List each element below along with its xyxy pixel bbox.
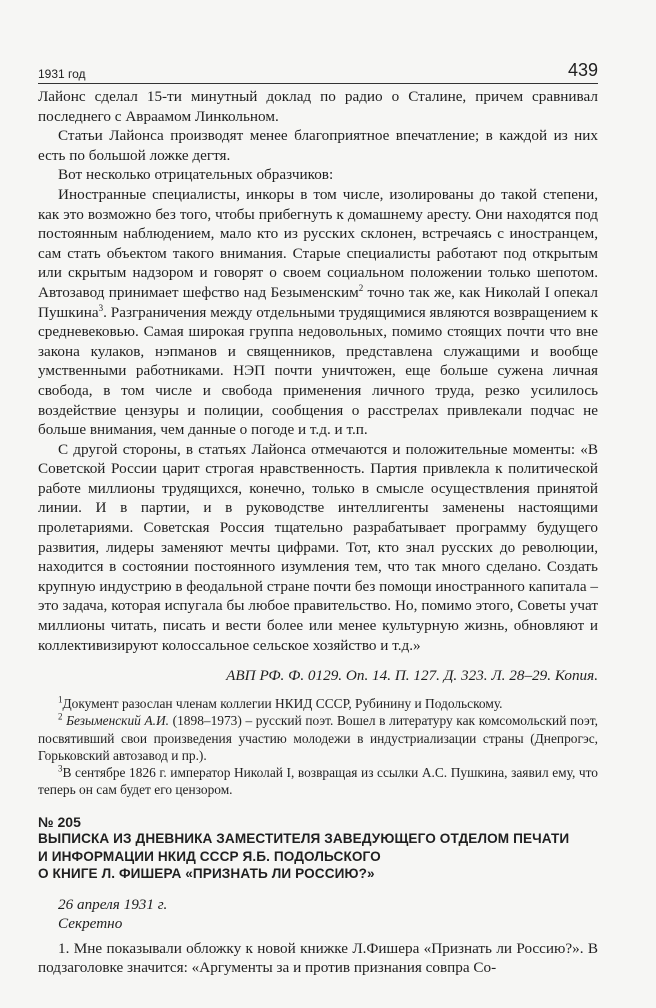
footnote-person-name: Безыменский А.И. [66, 713, 170, 729]
running-head [38, 60, 598, 84]
footnote-text: (1898–1973) – русский поэт. Вошел в литературу как комсомольский поэт, посвятивший свои произведения участию молодежи в индустриализации страны (Днепрогэс, Горьковский автозавод и пр.). [38, 713, 598, 763]
paragraph [38, 185, 598, 440]
footnote-text: Документ разослан членам коллегии НКИД СССР, Рубинину и Подольскому. [62, 696, 503, 712]
paragraph: 1. Мне показывали обложку к новой книжке Л.Фишера «Признать ли Россию?». В подзаголовке значится: «Аргументы за и против признания совпра Со- [38, 939, 598, 977]
footnote-ref: 2 [358, 282, 364, 293]
running-head-year: 1931 год [38, 67, 86, 81]
document-title-line: ВЫПИСКА ИЗ ДНЕВНИКА ЗАМЕСТИТЕЛЯ ЗАВЕДУЮЩЕГО ОТДЕЛОМ ПЕЧАТИ [38, 831, 570, 847]
footnote-mark: 1 [58, 694, 63, 705]
document-body [38, 939, 598, 978]
footnote-mark: 3 [58, 763, 63, 774]
main-text [38, 87, 598, 655]
paragraph: Лайонс сделал 15-ти минутный доклад по радио о Сталине, причем сравнивал последнего с Авраамом Линкольном. [38, 88, 598, 125]
page [38, 60, 598, 978]
document-meta [58, 895, 598, 933]
paragraph-part: точно так же, как Николай I опекал Пушкина [38, 283, 598, 321]
paragraph: С другой стороны, в статьях Лайонса отмечаются и положительные моменты: «В Советской России царит строгая нравственность. Партия привлекла к политической работе миллионы трудящихся, конечно, только в смысле осуществления принятой линии. И в партии, и в руководстве интеллигенты заменены настоящими пролетариями. Советская Россия тщательно разрабатывает программу будущего развития, лидеры заменяют мечты цифрами. Тот, кто знал русских до революции, находится в состоянии постоянного изумления тем, что так много сделано. Создать крупную индустрию в феодальной стране почти без помощи иностранного капитала – это задача, которая испугала бы любое правительство. Но, помимо этого, Советы учат миллионы читать, писать и вести более или менее культурную жизнь, обновляют и коллективизируют колоссальное сельское хозяйство и т.д.» [38, 440, 598, 654]
document-title [38, 830, 598, 882]
paragraph: Статьи Лайонса производят менее благоприятное впечатление; в каждой из них есть по большой ложке дегтя. [38, 127, 598, 164]
paragraph-part: Иностранные специалисты, инкоры в том числе, изолированы до такой степени, как это возможно без того, чтобы прибегнуть к домашнему аресту. Они находятся под постоянным наблюдением, мало кто из русских склонен, встречаясь с иностранцем, сам стать объектом такого внимания. Старые специалисты работают под открытым или скрытым надзором и говорят о своем социальном положении только шепотом. Автозавод принимает шефство над Безыменским [38, 185, 598, 301]
footnote-mark: 2 [58, 711, 63, 722]
document-title-line: О КНИГЕ Л. ФИШЕРА «ПРИЗНАТЬ ЛИ РОССИЮ?» [38, 866, 375, 882]
paragraph: Вот несколько отрицательных образчиков: [58, 166, 334, 184]
footnotes [38, 695, 598, 798]
footnote-text: В сентябре 1826 г. император Николай I, возвращая из ссылки А.С. Пушкина, заявил ему, что теперь он сам будет его цензором. [38, 765, 598, 798]
footnote [38, 712, 598, 764]
page-number: 439 [567, 60, 598, 80]
document-classification: Секретно [58, 914, 123, 932]
footnote [38, 764, 598, 798]
document-title-line: И ИНФОРМАЦИИ НКИД СССР Я.Б. ПОДОЛЬСКОГО [38, 848, 381, 864]
footnote-ref: 3 [98, 302, 104, 313]
document-number: № 205 [38, 814, 81, 831]
footnote [38, 695, 598, 712]
archive-reference: АВП РФ. Ф. 0129. Оп. 14. П. 127. Д. 323. Л. 28–29. Копия. [226, 667, 598, 685]
paragraph-part: . Разграничения между отдельными трудящимися являются возвращением к средневековью. Самая широкая группа недовольных, помимо стоящих почти что вне закона кулаков, нэпманов и священников, представлена служащими и вообще умственными работниками. НЭП почти уничтожен, еще больше сужена личная свобода, в том числе и свобода применения личного труда, резко усилилось воздействие цензуры и полиции, сообщения о расстрелах привлекали подчас не больше внимания, чем данные о погоде и т.д. и т.п. [38, 303, 598, 439]
document-date: 26 апреля 1931 г. [58, 895, 168, 913]
